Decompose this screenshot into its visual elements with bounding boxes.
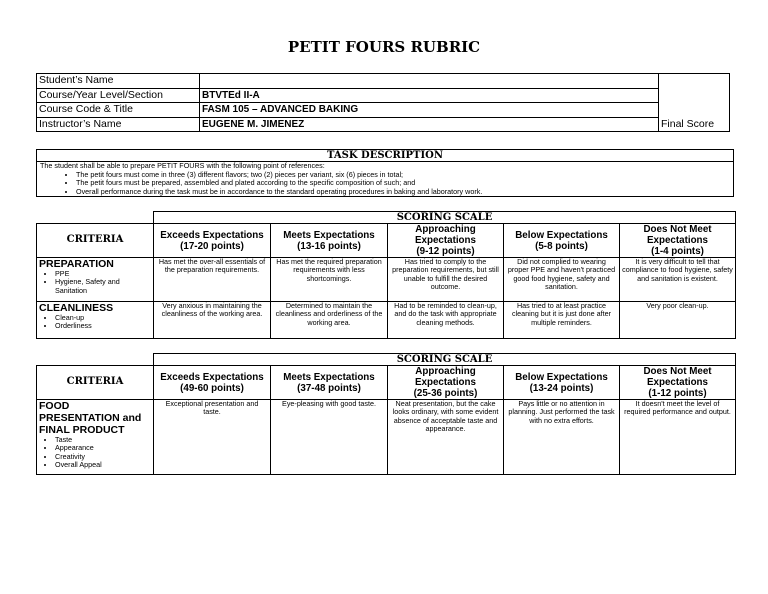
level-header [504, 224, 620, 258]
final-score-cell[interactable] [659, 74, 730, 132]
level-header [620, 224, 736, 258]
descriptor-cell: Had to be reminded to clean-up, and do the task with appropriate cleaning methods. [388, 302, 504, 339]
criterion-subitems [39, 314, 151, 331]
descriptor-cell: It doesn't meet the level of required performance and output. [620, 400, 736, 475]
level-name: Below Expectations [515, 229, 608, 241]
task-bullet: • Overall performance during the task must be in accordance to the standard operating procedures in baking and laboratory work. [76, 188, 730, 197]
level-points: (13-24 points) [529, 382, 594, 394]
level-header [271, 366, 388, 400]
criterion-subitem: • Clean-up [55, 314, 151, 322]
descriptor-cell: Very anxious in maintaining the cleanliness of the working area. [154, 302, 271, 339]
level-header [388, 224, 504, 258]
criterion-subitem: • Overall Appeal [55, 461, 151, 469]
criterion-subitem: • Orderliness [55, 322, 151, 330]
descriptor-cell: Very poor clean-up. [620, 302, 736, 339]
level-name: Below Expectations [515, 371, 608, 383]
criteria-heading: CRITERIA [37, 224, 154, 258]
descriptor-cell: It is very difficult to tell that compliance to food hygiene, safety and sanitation is existent. [620, 258, 736, 302]
task-bullet: • The petit fours must be prepared, assembled and plated according to the specific composition of such; and [76, 179, 730, 188]
descriptor-cell: Neat presentation, but the cake looks ordinary, with some evident absence of acceptable taste and appearance. [388, 400, 504, 475]
criterion-subitems [39, 270, 151, 295]
level-name: Exceeds Expectations [160, 371, 264, 383]
descriptor-cell: Exceptional presentation and taste. [154, 400, 271, 475]
student-info-table [36, 73, 730, 132]
descriptor-cell: Eye-pleasing with good taste. [271, 400, 388, 475]
level-name: Exceeds Expectations [160, 229, 264, 241]
criterion-subitems [39, 436, 151, 469]
descriptor-cell: Has tried to at least practice cleaning but it is just done after multiple reminders. [504, 302, 620, 339]
level-name: Meets Expectations [283, 229, 375, 241]
info-label: Instructor’s Name [37, 117, 200, 132]
level-points: (9-12 points) [416, 246, 475, 257]
level-header [504, 366, 620, 400]
descriptor-cell: Has met the over-all essentials of the preparation requirements. [154, 258, 271, 302]
criterion-subitem: • PPE [55, 270, 151, 278]
criterion-subitem: • Appearance [55, 444, 151, 452]
instructor-value: EUGENE M. JIMENEZ [200, 117, 659, 132]
task-bullets [40, 171, 730, 197]
level-header [271, 224, 388, 258]
task-heading: TASK DESCRIPTION [37, 150, 734, 162]
criterion-subitem: • Hygiene, Safety and Sanitation [55, 278, 151, 295]
level-name: Approaching Expectations [415, 224, 476, 246]
level-header [388, 366, 504, 400]
descriptor-cell: Has tried to comply to the preparation requirements, but still unable to fulfill the desired outcome. [388, 258, 504, 302]
criterion-subitem: • Taste [55, 436, 151, 444]
criterion-cell [37, 258, 154, 302]
descriptor-cell: Pays little or no attention in planning. Just performed the task with no extra efforts. [504, 400, 620, 475]
descriptor-cell: Did not complied to wearing proper PPE and haven't practiced good food hygiene, safety and sanitation. [504, 258, 620, 302]
blank-corner [37, 354, 154, 366]
task-bullet: • The petit fours must come in three (3) different flavors; two (2) pieces per variant, six (6) pieces in total; [76, 171, 730, 180]
level-points: (17-20 points) [180, 240, 244, 252]
level-header [154, 366, 271, 400]
rubric-table-1 [36, 211, 736, 339]
descriptor-cell: Determined to maintain the cleanliness and orderliness of the working area. [271, 302, 388, 339]
level-points: (37-48 points) [297, 382, 361, 394]
info-label: Student’s Name [37, 74, 200, 89]
criterion-cell [37, 400, 154, 475]
info-label: Course Code & Title [37, 103, 200, 118]
task-intro: The student shall be able to prepare PETIT FOURS with the following point of references: [40, 161, 325, 170]
criterion-name: FOOD PRESENTATION and FINAL PRODUCT [39, 400, 142, 436]
level-header [620, 366, 736, 400]
task-description-table [36, 149, 734, 197]
course-code-value: FASM 105 – ADVANCED BAKING [200, 103, 659, 118]
level-name: Meets Expectations [283, 371, 375, 383]
level-points: (25-36 points) [413, 388, 478, 399]
level-points: (49-60 points) [180, 382, 244, 394]
descriptor-cell: Has met the required preparation requirements with less shortcomings. [271, 258, 388, 302]
level-points: (13-16 points) [297, 240, 361, 252]
scoring-scale-heading: SCORING SCALE [154, 212, 736, 224]
page-title: PETIT FOURS RUBRIC [287, 38, 481, 56]
info-label: Course/Year Level/Section [37, 88, 200, 103]
rubric-table-2 [36, 353, 736, 475]
course-section-value: BTVTEd II-A [200, 88, 659, 103]
blank-corner [37, 212, 154, 224]
level-name: Does Not Meet Expectations [643, 224, 712, 246]
level-header [154, 224, 271, 258]
level-points: (5-8 points) [535, 240, 588, 252]
level-name: Does Not Meet Expectations [643, 366, 712, 388]
criterion-cell [37, 302, 154, 339]
level-points: (1-4 points) [651, 246, 704, 257]
level-points: (1-12 points) [648, 388, 707, 399]
scoring-scale-heading: SCORING SCALE [154, 354, 736, 366]
student-name-field[interactable] [200, 74, 659, 89]
criterion-name: PREPARATION [39, 258, 114, 270]
criterion-subitem: • Creativity [55, 453, 151, 461]
criteria-heading: CRITERIA [37, 366, 154, 400]
level-name: Approaching Expectations [415, 366, 476, 388]
criterion-name: CLEANLINESS [39, 302, 114, 314]
task-body [37, 162, 734, 197]
final-score-label: Final Score [661, 118, 715, 130]
